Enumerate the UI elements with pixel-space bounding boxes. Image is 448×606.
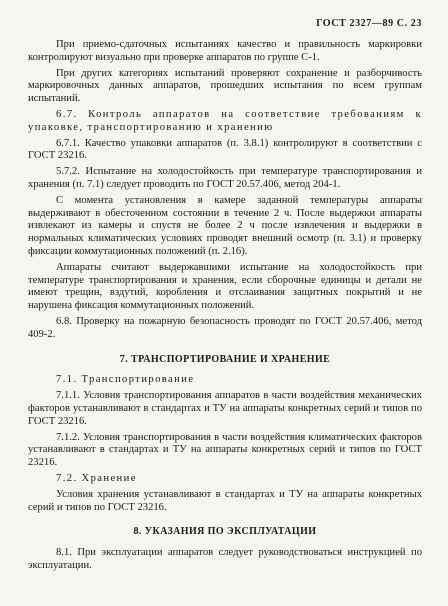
paragraph: 7.1.2. Условия транспортирования в части воздействия климатических факторов устанавливают в стандартах и ТУ на аппараты конкретных серий и типов по ГОСТ 23216. xyxy=(28,431,422,469)
paragraph: 6.8. Проверку на пожарную безопасность проводят по ГОСТ 20.57.406, метод 409-2. xyxy=(28,315,422,340)
paragraph: Аппараты считают выдержавшими испытание на холодостойкость при температуре транспортирования и хранения, если сборочные единицы и детали не имеют трещин, вздутий, коробления и отслаивания защитных покрытий и не нарушена фиксация коммутационных положений. xyxy=(28,261,422,312)
paragraph: 6.7.1. Качество упаковки аппаратов (п. 3.8.1) контролируют в соответствии с ГОСТ 23216. xyxy=(28,137,422,162)
paragraph: 7.1.1. Условия транспортирования аппаратов в части воздействия механических факторов устанавливают в стандартах и ТУ на аппараты конкретных серий и типов по ГОСТ 23216. xyxy=(28,390,422,427)
paragraph: 8.1. При эксплуатации аппаратов следует руководствоваться инструкцией по эксплуатации. xyxy=(28,547,422,571)
subsection-heading: 7.2. Хранение xyxy=(56,472,137,484)
clause-heading: 6.7. Контроль аппаратов на соответствие требованиям к упаковке, транспортированию и хранению xyxy=(28,108,422,133)
subsection-heading: 7.1. Транспортирование xyxy=(56,374,195,386)
paragraph: При приемо-сдаточных испытаниях качество и правильность маркировки контролируют визуально при проверке аппаратов по группе С-1. xyxy=(28,39,422,63)
section-title: 8. УКАЗАНИЯ ПО ЭКСПЛУАТАЦИИ xyxy=(133,526,317,538)
paragraph: При других категориях испытаний проверяют сохранение и разборчивость маркировочных данных аппаратов, прошедших испытания по всем группам испытаний. xyxy=(28,67,422,105)
section-title: 7. ТРАНСПОРТИРОВАНИЕ И ХРАНЕНИЕ xyxy=(119,353,331,365)
paragraph: Условия хранения устанавливают в стандартах и ТУ на аппараты конкретных серий и типов по ГОСТ 23216. xyxy=(28,488,422,513)
page-header: ГОСТ 2327—89 С. 23 xyxy=(316,18,422,29)
paragraph: С момента установления в камере заданной температуры аппараты выдерживают в обесточенном состоянии в течение 2 ч. После выдержки аппараты извлекают из камеры и спустя не более 2 ч после извлечения и выдержки в нормальных климатических условиях проводят внешний осмотр (п. 3.1) и проверку фиксации коммутационных положений (п. 2.16). xyxy=(28,194,422,257)
paragraph: 5.7.2. Испытание на холодостойкость при температуре транспортирования и хранения (п. 7.1) следует проводить по ГОСТ 20.57.406, метод 204-1. xyxy=(28,166,422,190)
